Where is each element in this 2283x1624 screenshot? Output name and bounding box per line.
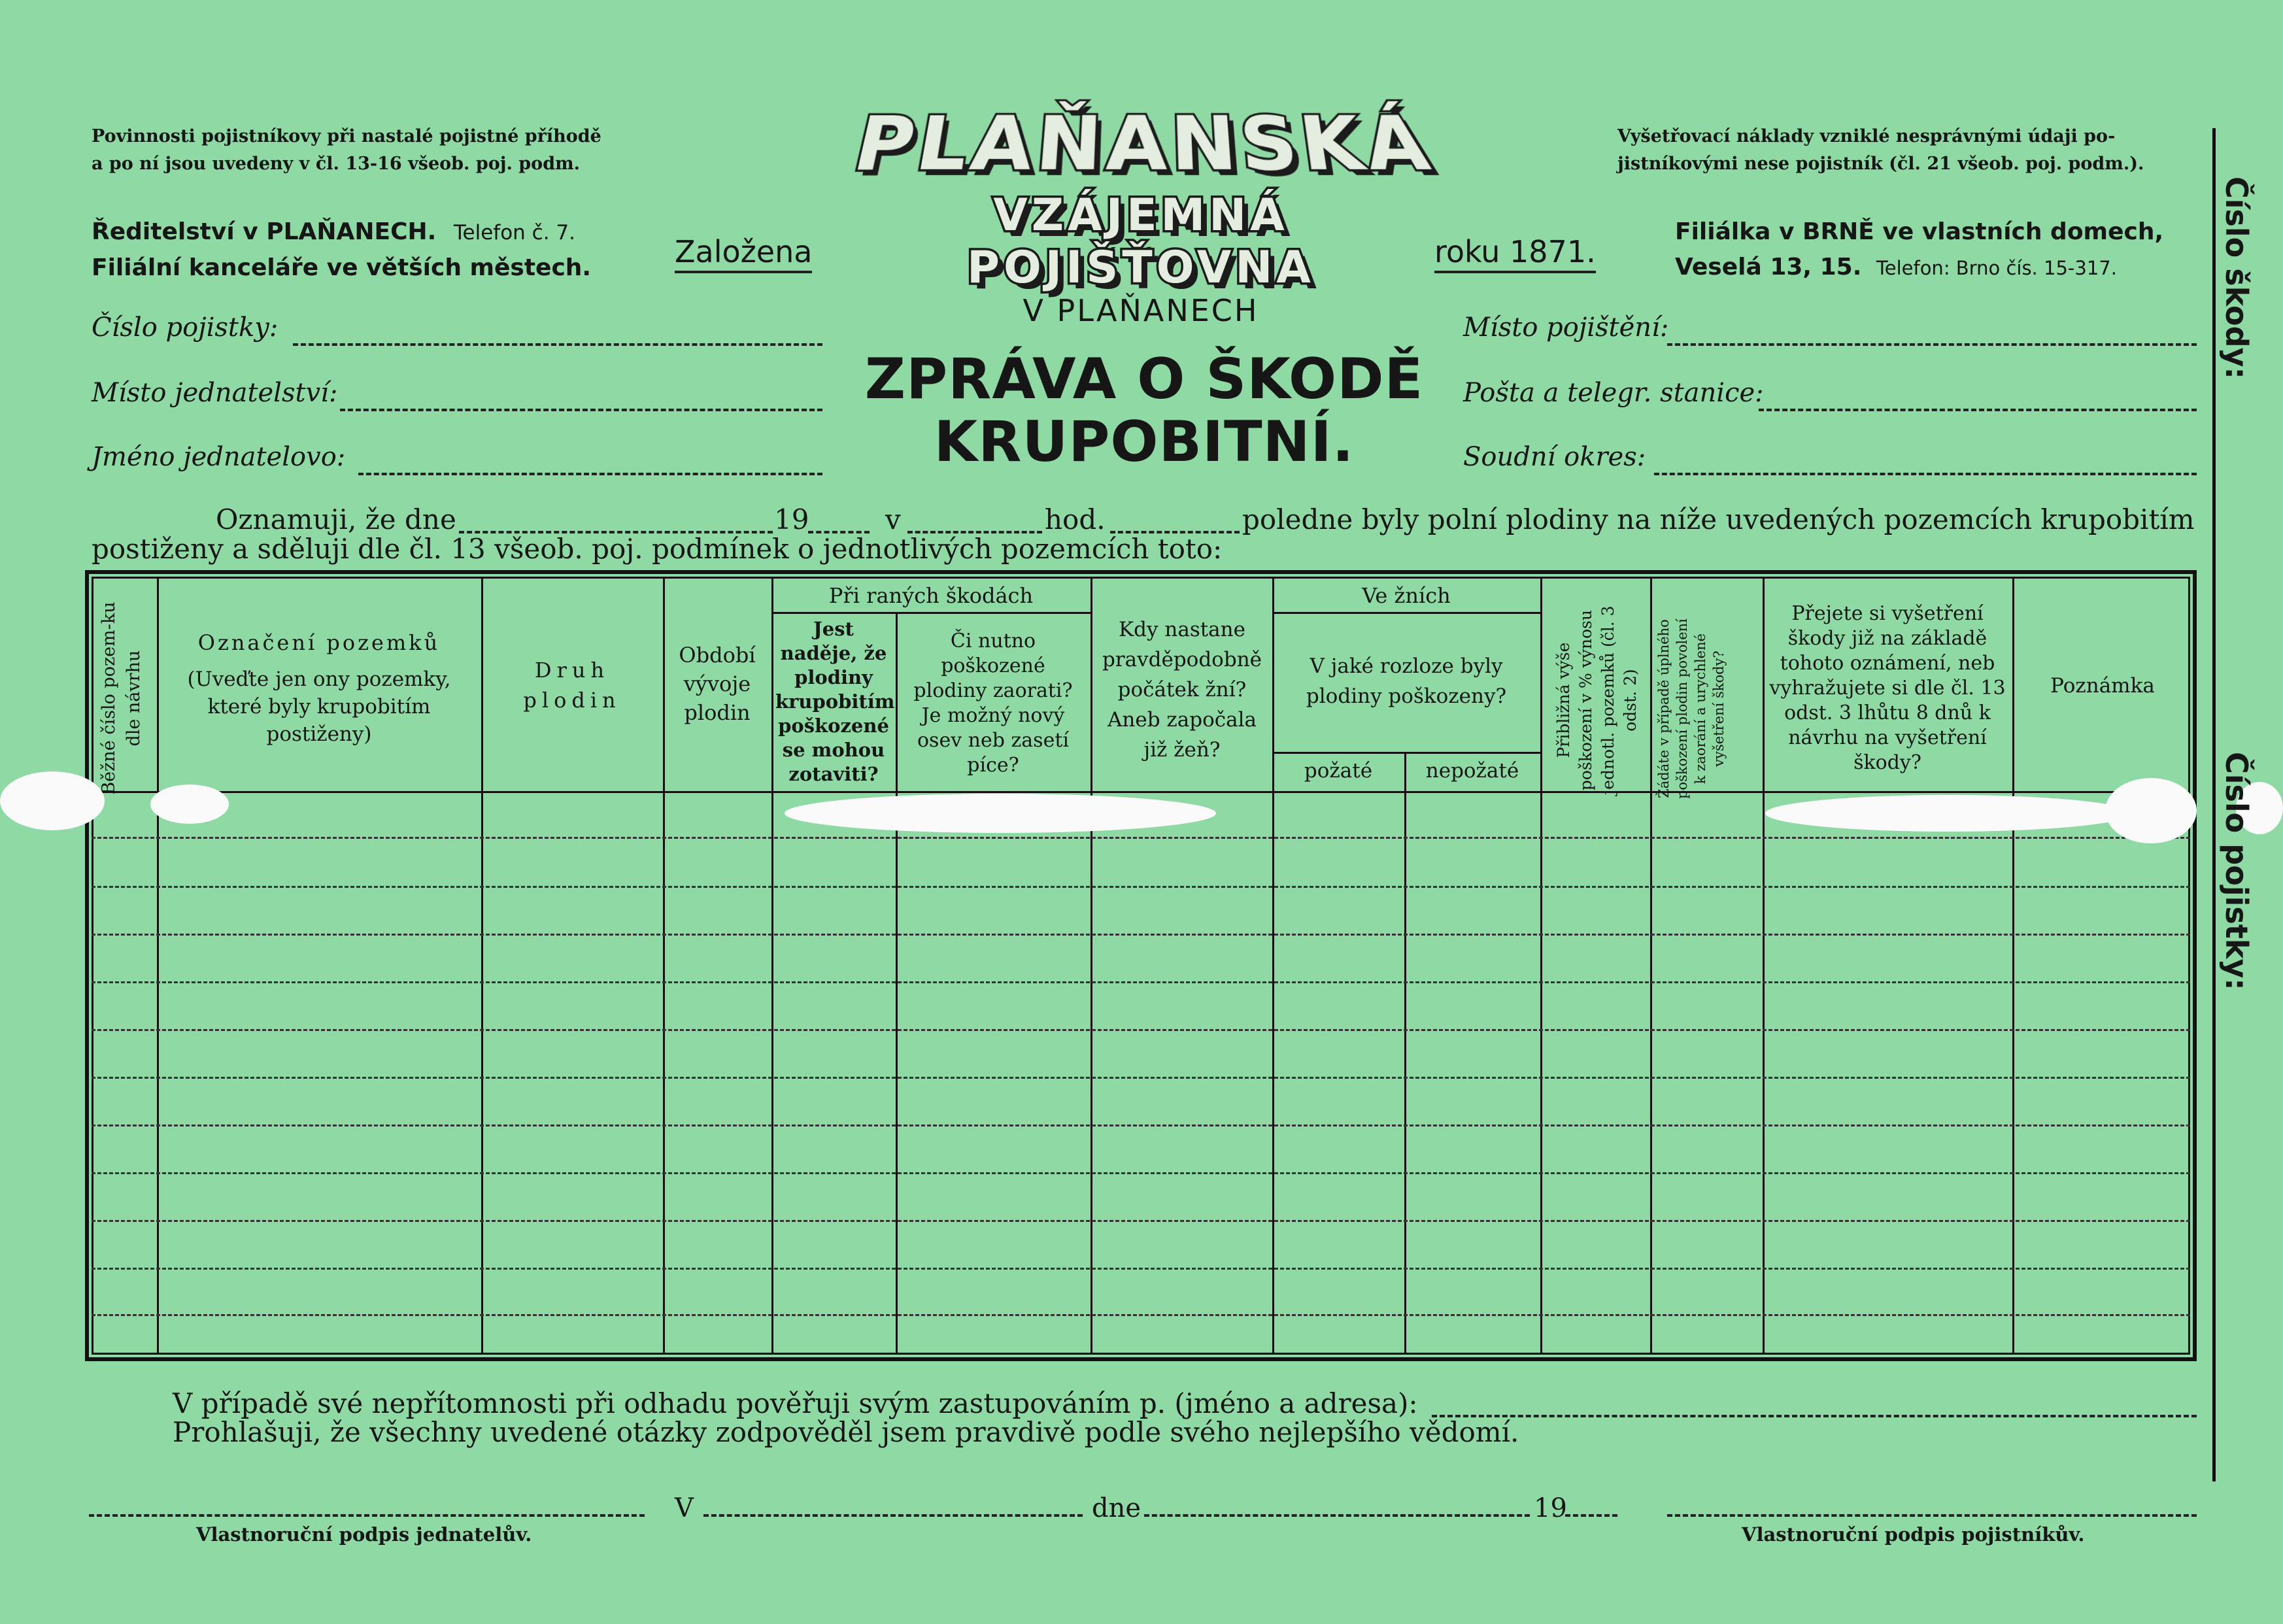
group-underline bbox=[771, 612, 1091, 614]
founded-right: roku 1871. bbox=[1434, 234, 1596, 273]
col-divider bbox=[1091, 577, 1092, 1355]
row-line bbox=[92, 934, 2190, 936]
logo-word-pojistovna: POJIŠŤOVNA bbox=[967, 242, 1315, 294]
branch-phone: Telefon: Brno čís. 15-317. bbox=[1876, 257, 2117, 279]
footer-declaration: Prohlašuji, že všechny uvedené otázky zodpověděl jsem pravdivě podle svého nejlepšího vědomí. bbox=[173, 1416, 1519, 1448]
row-line bbox=[92, 1172, 2190, 1174]
field-label-insured-place: Místo pojištění: bbox=[1463, 313, 1669, 343]
branch-info bbox=[1675, 214, 2163, 286]
row-line bbox=[92, 981, 2190, 983]
col-divider bbox=[1272, 577, 1274, 1355]
col-header-crop-type: Druh plodin bbox=[523, 658, 621, 713]
col-header-plot bbox=[163, 629, 475, 748]
place-field[interactable] bbox=[703, 1514, 1083, 1517]
insured-signature-label: Vlastnoruční podpis pojistníkův. bbox=[1742, 1523, 2085, 1546]
col-header-row-number: Běžné číslo pozem-ku dle návrhu bbox=[99, 601, 144, 795]
group-header-early-damage: Při raných škodách bbox=[828, 583, 1034, 608]
col-divider bbox=[481, 577, 483, 1355]
notice-right-line2: jistníkovými nese pojistník (čl. 21 všeob. poj. podm.). bbox=[1617, 154, 2144, 174]
founded-left: Založena bbox=[675, 234, 812, 273]
field-label-court-district: Soudní okres: bbox=[1463, 442, 1646, 472]
col-divider bbox=[2012, 577, 2014, 1355]
side-policy-number: Číslo pojistky: bbox=[2219, 752, 2254, 990]
col-divider bbox=[1763, 577, 1765, 1355]
col-header-plot-sub: (Uveďte jen ony pozemky, které byly krupobitím postiženy) bbox=[187, 668, 451, 746]
field-label-agent-name: Jméno jednatelovo: bbox=[92, 442, 346, 472]
side-rule bbox=[2212, 128, 2216, 1481]
col-header-growth-period: Období vývoje plodin bbox=[679, 643, 756, 725]
field-agency[interactable] bbox=[340, 409, 822, 411]
col-divider bbox=[157, 577, 159, 1355]
office-phone: Telefon č. 7. bbox=[453, 221, 575, 245]
paper-tear bbox=[2105, 778, 2197, 843]
notice-right bbox=[1617, 123, 2144, 178]
intro-part1: Oznamuji, že dne bbox=[216, 503, 456, 535]
col-header-damage-percent: Přibližná výše poškození v % výnosu jednotl. pozemků (čl. 3 odst. 2) bbox=[1554, 605, 1640, 795]
title-line1: ZPRÁVA O ŠKODĚ bbox=[864, 347, 1424, 412]
field-label-policy-number: Číslo pojistky: bbox=[92, 313, 279, 343]
insured-signature-field[interactable] bbox=[1667, 1514, 2197, 1517]
notice-left-line2: a po ní jsou uvedeny v čl. 13-16 všeob. poj. podm. bbox=[92, 154, 581, 174]
col-header-harvest-start: Kdy nastane pravděpodobně počátek žní? Aneb započala již žeň? bbox=[1102, 618, 1262, 762]
office-info bbox=[92, 214, 591, 286]
intro-part4: poledne byly polní plodiny na níže uvedených pozemcích krupobitím bbox=[1242, 503, 2195, 535]
group-underline bbox=[1272, 612, 1540, 614]
field-court-district[interactable] bbox=[1654, 473, 2197, 475]
page-title bbox=[850, 348, 1438, 473]
footer-representation: V případě své nepřítomnosti při odhadu pověřuji svým zastupováním p. (jméno a adresa): bbox=[173, 1387, 1418, 1419]
field-post-office[interactable] bbox=[1759, 409, 2197, 411]
row-line bbox=[92, 837, 2190, 839]
notice-left bbox=[92, 123, 601, 178]
col-header-plot-title: Označení pozemků bbox=[197, 630, 441, 655]
intro-v: v bbox=[885, 503, 901, 535]
field-label-post-office: Pošta a telegr. stanice: bbox=[1463, 378, 1764, 408]
paper-tear bbox=[0, 771, 105, 830]
header-bottom-line bbox=[92, 791, 2190, 793]
date-field[interactable] bbox=[1144, 1514, 1530, 1517]
footer-representative-field[interactable] bbox=[1432, 1415, 2197, 1417]
notice-left-line1: Povinnosti pojistníkovy při nastalé pojistné příhodě bbox=[92, 126, 601, 146]
branch-line2: Veselá 13, 15. bbox=[1675, 254, 1862, 280]
col-divider bbox=[1540, 577, 1542, 1355]
date-prefix: dne bbox=[1092, 1493, 1142, 1523]
paper-tear bbox=[1765, 795, 2131, 832]
col-header-investigation: Přejete si vyšetření škody již na základě tohoto oznámení, neb vyhražujete si dle čl. 13 odst. 3 lhůtu 8 dnů k návrhu na vyšetření škody? bbox=[1769, 602, 2006, 774]
side-claim-number: Číslo škody: bbox=[2219, 177, 2254, 379]
row-line bbox=[92, 1077, 2190, 1079]
paper-tear bbox=[785, 794, 1216, 833]
col-header-ploughing-permission: Žádáte v případě úplného poškození plodin povolení k zaorání a urychlené vyšetření škody? bbox=[1656, 618, 1727, 799]
row-line bbox=[92, 1029, 2190, 1031]
row-line bbox=[92, 886, 2190, 888]
intro-year: 19 bbox=[774, 503, 809, 535]
logo-place: V PLAŇANECH bbox=[1023, 293, 1259, 328]
col-header-recovery: Jest naděje, že plodiny krupobitím poškozené se mohou zotaviti? bbox=[775, 618, 895, 785]
year-field[interactable] bbox=[1565, 1514, 1617, 1517]
col-divider bbox=[663, 577, 665, 1355]
field-label-agency: Místo jednatelství: bbox=[92, 378, 338, 408]
col-header-damaged-area: V jaké rozloze byly plodiny poškozeny? bbox=[1306, 654, 1507, 708]
col-divider bbox=[771, 577, 773, 1355]
intro-hod: hod. bbox=[1045, 503, 1106, 535]
date-year: 19 bbox=[1534, 1493, 1567, 1523]
group-header-harvest: Ve žních bbox=[1362, 583, 1451, 608]
col-header-harvested: požaté bbox=[1304, 759, 1373, 783]
col-header-note: Poznámka bbox=[2050, 674, 2155, 698]
col-header-unharvested: nepožaté bbox=[1425, 759, 1519, 783]
field-policy-number[interactable] bbox=[293, 343, 822, 346]
row-line bbox=[92, 1268, 2190, 1270]
field-insured-place[interactable] bbox=[1667, 343, 2197, 346]
row-line bbox=[92, 1220, 2190, 1222]
place-prefix: V bbox=[675, 1493, 694, 1523]
col-header-plough: Či nutno poškozené plodiny zaorati? Je možný nový osev neb zasetí píce? bbox=[913, 630, 1073, 777]
title-line2: KRUPOBITNÍ. bbox=[934, 409, 1355, 475]
office-line2: Filiální kanceláře ve větších městech. bbox=[92, 254, 592, 281]
office-line1: Ředitelství v PLAŇANECH. bbox=[92, 218, 437, 245]
paper-tear bbox=[150, 785, 229, 824]
notice-right-line1: Vyšetřovací náklady vzniklé nesprávnými údaji po- bbox=[1617, 126, 2116, 146]
agent-signature-field[interactable] bbox=[89, 1514, 645, 1517]
row-line bbox=[92, 1125, 2190, 1126]
col-divider bbox=[896, 612, 898, 1355]
agent-signature-label: Vlastnoruční podpis jednatelův. bbox=[196, 1523, 532, 1546]
row-line bbox=[92, 1314, 2190, 1316]
branch-line1: Filiálka v BRNĚ ve vlastních domech, bbox=[1675, 218, 2164, 245]
col-divider bbox=[1404, 752, 1406, 1355]
intro-line2: postiženy a sděluji dle čl. 13 všeob. poj. podmínek o jednotlivých pozemcích toto: bbox=[92, 533, 1223, 565]
subhead-line bbox=[1272, 752, 1540, 754]
logo-word-vzajemna: VZÁJEMNÁ bbox=[993, 190, 1289, 241]
field-agent-name[interactable] bbox=[358, 473, 822, 475]
logo-word-planska: PLAŇANSKÁ bbox=[845, 101, 1441, 189]
